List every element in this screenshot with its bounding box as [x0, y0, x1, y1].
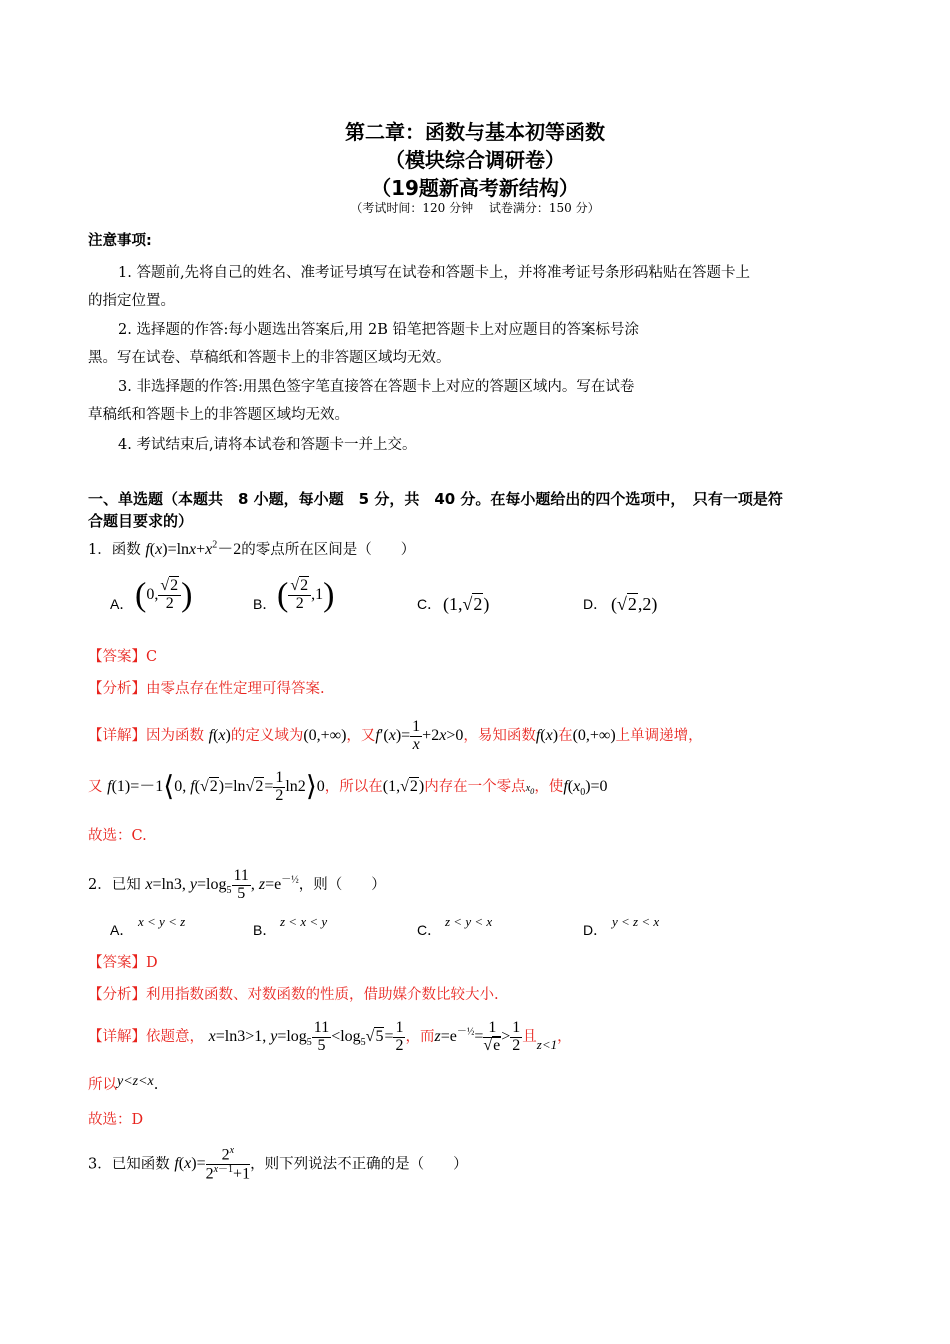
page-subtitle: （模块综合调研卷） [385, 148, 565, 172]
q1-option-d-label: D． [583, 596, 608, 612]
q1-expression: $f(x)=\ln x+x^2-2$ [145, 539, 242, 558]
question-1: 1．函数 $f(x)=\ln x+x^2-2$的零点所在区间是（ ） [88, 539, 416, 558]
question-number: 2． [88, 876, 112, 893]
q1-option-d: (√2,2) [611, 594, 658, 614]
q2-option-b-label: B． [253, 922, 277, 938]
notice-item-1: 1. 答题前,先将自己的姓名、准考证号填写在试卷和答题卡上，并将准考证号条形码粘贴在答题卡上 [118, 265, 751, 281]
q3-expression: f(x)= $\frac{2^x}{2^{x-1}+1}$ [174, 1145, 251, 1183]
q2-option-a: x < y < z [138, 914, 186, 929]
page-subtitle-2: （19题新高考新结构） [371, 176, 579, 200]
question-number: 1． [88, 542, 112, 558]
q1-option-a: (0, $\frac{√2}{2}$ ) [135, 576, 193, 614]
q2-option-c: z < y < x [445, 914, 493, 929]
q1-option-b: ( $\frac{√2}{2}$ ,1) [277, 576, 335, 614]
q1-conclusion: 故选：C. [88, 828, 147, 844]
q1-option-c-label: C． [417, 596, 442, 612]
q1-detail-cont: 又 f(1)=－1⟨0, f(√2)=ln√2= $\frac{1}{2}$ ln2⟩0，所以在(1,√2)内存在一个零点$x_0$，使$f(x_0)=0$ [88, 769, 608, 804]
notice-item-3: 3. 非选择题的作答:用黑色签字笔直接答在答题卡上对应的答题区域内。写在试卷 [118, 379, 635, 395]
page-title: 第二章：函数与基本初等函数 [345, 120, 605, 144]
q1-option-b-label: B． [253, 596, 277, 612]
section-heading: 一、单选题（本题共 8 小题，每小题 5 分，共 40 分。在每小题给出的四个选项中， 只有一项是符 [88, 490, 783, 508]
q1-option-c: (1,√2) [443, 594, 490, 614]
q2-analysis: 【分析】利用指数函数、对数函数的性质，借助媒介数比较大小. [88, 987, 499, 1003]
q2-option-b: z < x < y [280, 914, 328, 929]
notice-item-2: 2. 选择题的作答:每小题选出答案后,用 2B 铅笔把答题卡上对应题目的答案标号涂 [118, 322, 640, 338]
question-3: 3．已知函数 f(x)= $\frac{2^x}{2^{x-1}+1}$ ，则下列说法不正确的是（ ） [88, 1145, 468, 1183]
notice-heading: 注意事项: [88, 233, 152, 249]
q2-expression: x=ln3, $y=\log_5$ $\frac{11}{5}$ , $z=e^{-\frac{1}{2}}$ [145, 867, 299, 902]
notice-item-3-cont: 草稿纸和答题卡上的非答题区域均无效。 [88, 407, 349, 423]
question-2: 2．已知 x=ln3, $y=\log_5$ $\frac{11}{5}$ , $z=e^{-\frac{1}{2}}$，则（ ） [88, 867, 386, 902]
q2-option-d: y < z < x [612, 914, 660, 929]
q2-option-c-label: C． [417, 922, 442, 938]
q1-option-a-label: A． [110, 596, 134, 612]
q2-option-d-label: D． [583, 922, 608, 938]
section-heading-cont: 合题目要求的） [88, 512, 194, 530]
q1-detail: 【详解】因为函数 f(x)的定义域为(0,+∞)，又f′(x)= $\frac{1}{x}$ +2x>0，易知函数f(x)在(0,+∞)上单调递增， [88, 718, 703, 753]
q1-analysis: 【分析】由零点存在性定理可得答案. [88, 681, 325, 697]
exam-info: （考试时间：120 分钟 试卷满分：150 分） [350, 201, 600, 215]
q2-option-a-label: A． [110, 922, 134, 938]
notice-item-4: 4. 考试结束后,请将本试卷和答题卡一并上交。 [118, 437, 417, 453]
q2-conclusion: 故选：D [88, 1112, 144, 1128]
notice-item-1-cont: 的指定位置。 [88, 293, 175, 309]
question-number: 3． [88, 1156, 112, 1173]
notice-item-2-cont: 黑。写在试卷、草稿纸和答题卡上的非答题区域均无效。 [88, 350, 451, 366]
q2-detail-cont: 所以y<z<x. [88, 1074, 159, 1093]
q2-detail: 【详解】依题意， x=ln3>1, $y=\log_5$ $\frac{11}{5}$ $<\log_5√5=$ $\frac{1}{2}$ ，而$z=e^{-\frac{1}{2}}=$ $\frac{1}{√e}$ > $\frac{1}{2}$ 且z<1， [88, 1019, 572, 1054]
q2-answer: 【答案】D [88, 955, 158, 971]
q1-answer: 【答案】C [88, 649, 158, 665]
